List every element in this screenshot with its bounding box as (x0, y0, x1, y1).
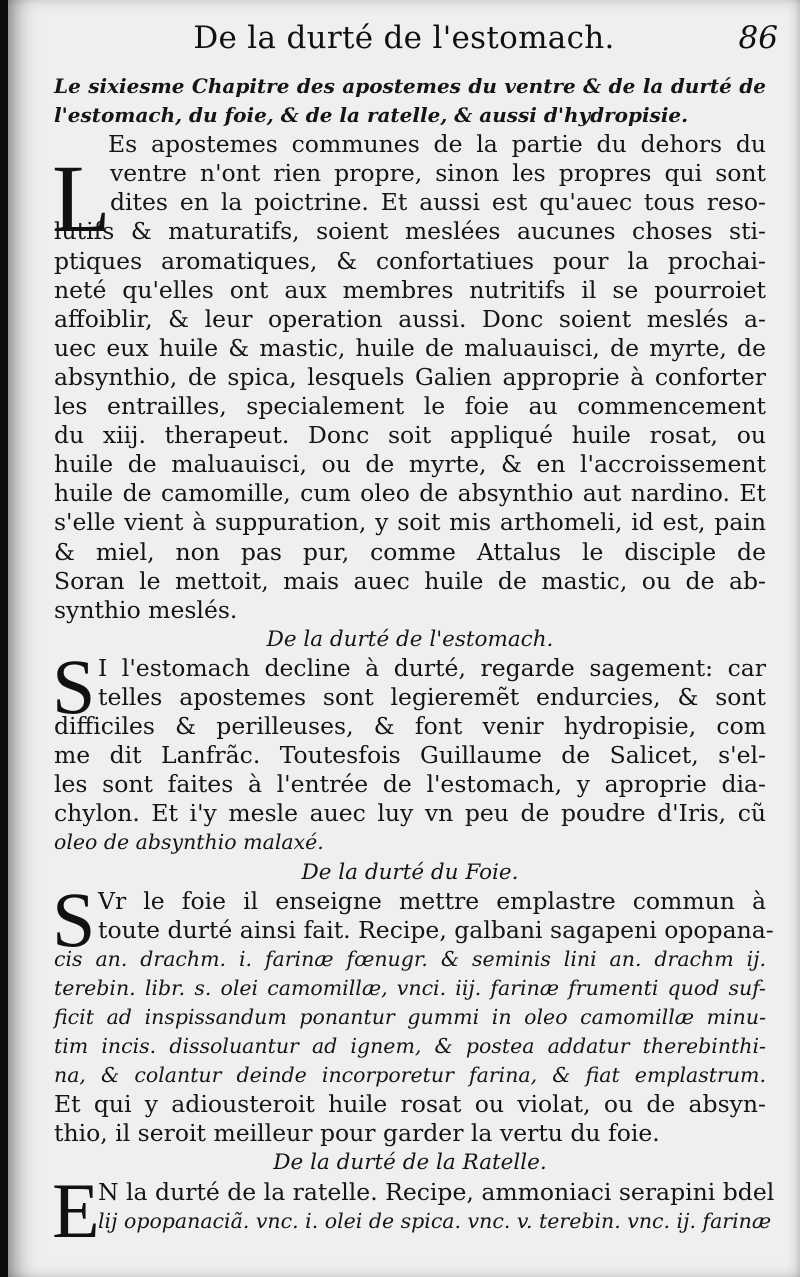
paragraph-line: tim incis. dissoluantur ad ignem, & postea addatur therebinthi- (54, 1034, 766, 1059)
paragraph-line: terebin. libr. s. olei camomillæ, vnci. iij. farinæ frumenti quod suf- (54, 975, 766, 1000)
paragraph-line: les entrailles, specialement le foie au commencement (54, 392, 766, 421)
paragraph-line: telles apostemes sont legieremẽt endurcies, & sont (98, 682, 766, 711)
chapter-title-line: l'estomach, du foie, & de la ratelle, & aussi d'hydropisie. (54, 103, 689, 128)
paragraph-line: les sont faites à l'entrée de l'estomach, y aproprie dia- (54, 770, 766, 799)
drop-cap: S (52, 875, 96, 963)
paragraph-line: difficiles & perilleuses, & font venir hydropisie, com (54, 712, 766, 741)
paragraph-line: Soran le mettoit, mais auec huile de mastic, ou de ab- (54, 566, 766, 595)
text-block (52, 72, 775, 1254)
paragraph-line: huile de camomille, cum oleo de absynthio aut nardino. Et (54, 479, 766, 508)
paragraph-line: s'elle vient à suppuration, y soit mis arthomeli, id est, pain (54, 508, 766, 537)
paragraph-line: lij opopanaciã. vnc. i. olei de spica. vnc. v. terebin. vnc. ij. farinæ (98, 1208, 772, 1233)
page-header (8, 20, 800, 66)
paragraph-line: cis an. drachm. i. farinæ fœnugr. & seminis lini an. drachm ij. (54, 946, 766, 971)
paragraph-line: Et qui y adiousteroit huile rosat ou violat, ou de absyn- (54, 1090, 766, 1119)
chapter-body (54, 217, 766, 624)
paragraph-line: uec eux huile & mastic, huile de maluauisci, de myrte, de (54, 333, 766, 362)
paragraph-line: synthio meslés. (54, 595, 238, 624)
paragraph-line: affoiblir, & leur operation aussi. Donc soient meslés a- (54, 304, 766, 333)
paragraph-line: absynthio, de spica, lesquels Galien approprie à conforter (54, 362, 766, 391)
paragraph-line: ptiques aromatiques, & confortatiues pour la prochai- (54, 246, 766, 275)
section-heading: De la durté du Foie. (301, 859, 519, 885)
paragraph-line: oleo de absynthio malaxé. (54, 830, 324, 855)
drop-cap: S (52, 642, 96, 730)
book-page (8, 0, 800, 1277)
paragraph-line: & miel, non pas pur, comme Attalus le disciple de (54, 537, 766, 566)
paragraph-line: na, & colantur deinde incorporetur farina, & fiat emplastrum. (54, 1063, 766, 1088)
paragraph-line: toute durté ainsi fait. Recipe, galbani sagapeni opopana- (98, 915, 774, 944)
paragraph-line: Es apostemes communes de la partie du dehors du (108, 130, 766, 159)
paragraph-line: huile de maluauisci, ou de myrte, & en l'accroissement (54, 450, 766, 479)
paragraph-line: ficit ad inspissandum ponantur gummi in oleo camomillæ minu- (54, 1005, 766, 1029)
section-heading: De la durté de la Ratelle. (273, 1150, 547, 1176)
paragraph-line: du xiij. therapeut. Donc soit appliqué huile rosat, ou (54, 421, 766, 450)
paragraph-line: Vr le foie il enseigne mettre emplastre commun à (98, 886, 766, 915)
paragraph-line: thio, il seroit meilleur pour garder la vertu du foie. (54, 1119, 660, 1148)
paragraph-line: lutifs & maturatifs, soient meslées aucunes choses sti- (54, 217, 766, 246)
paragraph-line: ventre n'ont rien propre, sinon les propres qui sont (110, 159, 766, 188)
paragraph-line: neté qu'elles ont aux membres nutritifs il se pourroiet (54, 275, 766, 304)
paragraph-line: N la durté de la ratelle. Recipe, ammoniaci serapini bdel (98, 1177, 775, 1206)
section-heading: De la durté de l'estomach. (266, 626, 554, 652)
paragraph-line: chylon. Et i'y mesle auec luy vn peu de poudre d'Iris, cũ (54, 799, 766, 828)
chapter-title-line: Le sixiesme Chapitre des apostemes du ventre & de la durté de (54, 74, 766, 98)
drop-cap-block (52, 1166, 775, 1254)
paragraph-line: dites en la poictrine. Et aussi est qu'auec tous reso- (110, 188, 766, 217)
page-number: 86 (738, 20, 778, 56)
running-head: De la durté de l'estomach. (193, 20, 615, 56)
drop-cap: E (52, 1166, 100, 1254)
paragraph-line: I l'estomach decline à durté, regarde sagement: car (98, 653, 766, 682)
paragraph-line: me dit Lanfrãc. Toutesfois Guillaume de Salicet, s'el- (54, 741, 766, 770)
drop-cap: L (52, 145, 111, 253)
